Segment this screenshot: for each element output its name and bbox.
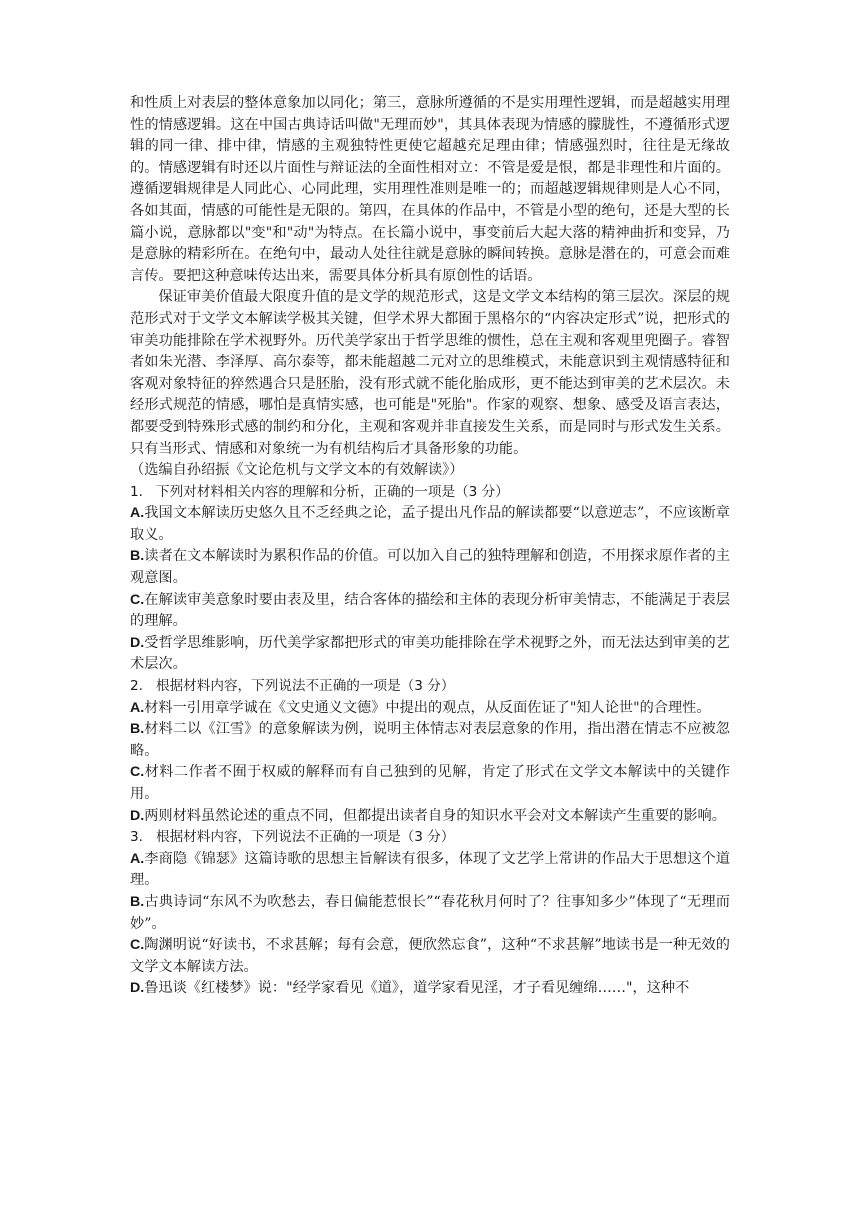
question-stem xyxy=(130,676,730,698)
question-stem xyxy=(130,827,730,849)
option-text: 材料一引用章学诚在《文史通义文德》中提出的观点，从反面佐证了"知人论世"的合理性。 xyxy=(144,699,711,716)
document-page xyxy=(130,93,730,1000)
option-letter: C. xyxy=(130,937,145,954)
question-number: 3. xyxy=(130,829,143,846)
question-number: 2. xyxy=(130,678,143,695)
option-a xyxy=(130,849,730,892)
option-letter: A. xyxy=(130,505,145,522)
option-letter: C. xyxy=(130,591,145,608)
option-d xyxy=(130,633,730,676)
option-c xyxy=(130,590,730,633)
option-letter: B. xyxy=(130,548,145,565)
option-text: 两则材料虽然论述的重点不同，但都提出读者自身的知识水平会对文本解读产生重要的影响。 xyxy=(144,807,726,824)
option-text: 古典诗词“东风不为吹愁去，春日偏能惹恨长”“春花秋月何时了？往事知多少”体现了“无理而妙”。 xyxy=(130,893,730,932)
option-b xyxy=(130,546,730,589)
option-b xyxy=(130,719,730,762)
option-text: 鲁迅谈《红楼梦》说："经学家看见《道》，道学家看见淫，才子看见缠绵……"，这种不 xyxy=(144,980,690,997)
question-stem-text: 下列对材料相关内容的理解和分析，正确的一项是（3 分） xyxy=(156,483,509,500)
option-text: 受哲学思维影响，历代美学家都把形式的审美功能排除在学术视野之外，而无法达到审美的艺术层次。 xyxy=(130,634,730,673)
option-text: 在解读审美意象时要由表及里，结合客体的描绘和主体的表现分析审美情志，不能满足于表层的理解。 xyxy=(130,591,730,630)
option-letter: B. xyxy=(130,893,145,910)
option-letter: C. xyxy=(130,764,145,781)
question-2 xyxy=(130,676,730,827)
option-text: 李商隐《锦瑟》这篇诗歌的思想主旨解读有很多，体现了文艺学上常讲的作品大于思想这个道理。 xyxy=(130,850,730,889)
question-3 xyxy=(130,827,730,1000)
option-text: 陶渊明说“好读书，不求甚解；每有会意，便欣然忘食”，这种“不求甚解”地读书是一种无效的文学文本解读方法。 xyxy=(130,937,730,975)
passage-source: （选编自孙绍振《文论危机与文学文本的有效解读》） xyxy=(130,462,464,479)
option-text: 材料二以《江雪》的意象解读为例，说明主体情志对表层意象的作用，指出潜在情志不应被忽略。 xyxy=(130,721,730,759)
option-d xyxy=(130,806,730,828)
passage-paragraph-1: 和性质上对表层的整体意象加以同化；第三，意脉所遵循的不是实用理性逻辑，而是超越实用理性的情感逻辑。这在中国古典诗话叫做"无理而妙"，其具体表现为情感的朦胧性，不遵循形式逻辑的同一律、排中律，情感的主观独特性更使它超越充足理由律；情感强烈时，往往是无缘故的。情感逻辑有时还以片面性与辩证法的全面性相对立：不管是爱是恨，都是非理性和片面的。遵循逻辑规律是人同此心、心同此理，实用理性准则是唯一的；而超越逻辑规律则是人心不同，各如其面，情感的可能性是无限的。第四，在具体的作品中，不管是小型的绝句，还是大型的长篇小说，意脉都以"变"和"动"为特点。在长篇小说中，事变前后大起大落的精神曲折和变异，乃是意脉的精彩所在。在绝句中，最动人处往往就是意脉的瞬间转换。意脉是潜在的，可意会而难言传。要把这种意味传达出来，需要具体分析具有原创性的话语。 xyxy=(130,95,730,284)
option-b xyxy=(130,892,730,935)
option-letter: D. xyxy=(130,634,145,651)
option-letter: A. xyxy=(130,850,145,867)
option-text: 读者在文本解读时为累积作品的价值。可以加入自己的独特理解和创造，不用探求原作者的主观意图。 xyxy=(130,548,730,587)
option-text: 我国文本解读历史悠久且不乏经典之论，孟子提出凡作品的解读都要“以意逆志”，不应该断章取义。 xyxy=(130,505,730,543)
option-a xyxy=(130,503,730,546)
option-letter: B. xyxy=(130,721,145,738)
option-letter: D. xyxy=(130,807,145,824)
question-1 xyxy=(130,482,730,676)
option-a xyxy=(130,698,730,720)
option-letter: D. xyxy=(130,980,145,997)
option-text: 材料二作者不囿于权威的解释而有自己独到的见解，肯定了形式在文学文本解读中的关键作用。 xyxy=(130,764,730,802)
option-c xyxy=(130,762,730,805)
question-stem-text: 根据材料内容，下列说法不正确的一项是（3 分） xyxy=(156,829,455,846)
option-c xyxy=(130,935,730,978)
question-stem-text: 根据材料内容，下列说法不正确的一项是（3 分） xyxy=(156,678,455,695)
passage-paragraph-2: 保证审美价值最大限度升值的是文学的规范形式，这是文学文本结构的第三层次。深层的规范形式对于文学文本解读学极其关键，但学术界大都囿于黑格尔的“内容决定形式”说，把形式的审美功能排除在学术视野外。历代美学家出于哲学思维的惯性，总在主观和客观里兜圈子。睿智者如朱光潜、李泽厚、高尔泰等，都未能超越二元对立的思维模式，未能意识到主观情感特征和客观对象特征的猝然遇合只是胚胎，没有形式就不能化胎成形，更不能达到审美的艺术层次。未经形式规范的情感，哪怕是真情实感，也可能是"死胎"。作家的观察、想象、感受及语言表达，都要受到特殊形式感的制约和分化，主观和客观并非直接发生关系，而是同时与形式发生关系。只有当形式、情感和对象统一为有机结构后才具备形象的功能。 xyxy=(130,289,730,457)
option-letter: A. xyxy=(130,699,145,716)
option-d xyxy=(130,978,730,1000)
question-number: 1. xyxy=(130,483,143,500)
question-stem xyxy=(130,482,730,504)
